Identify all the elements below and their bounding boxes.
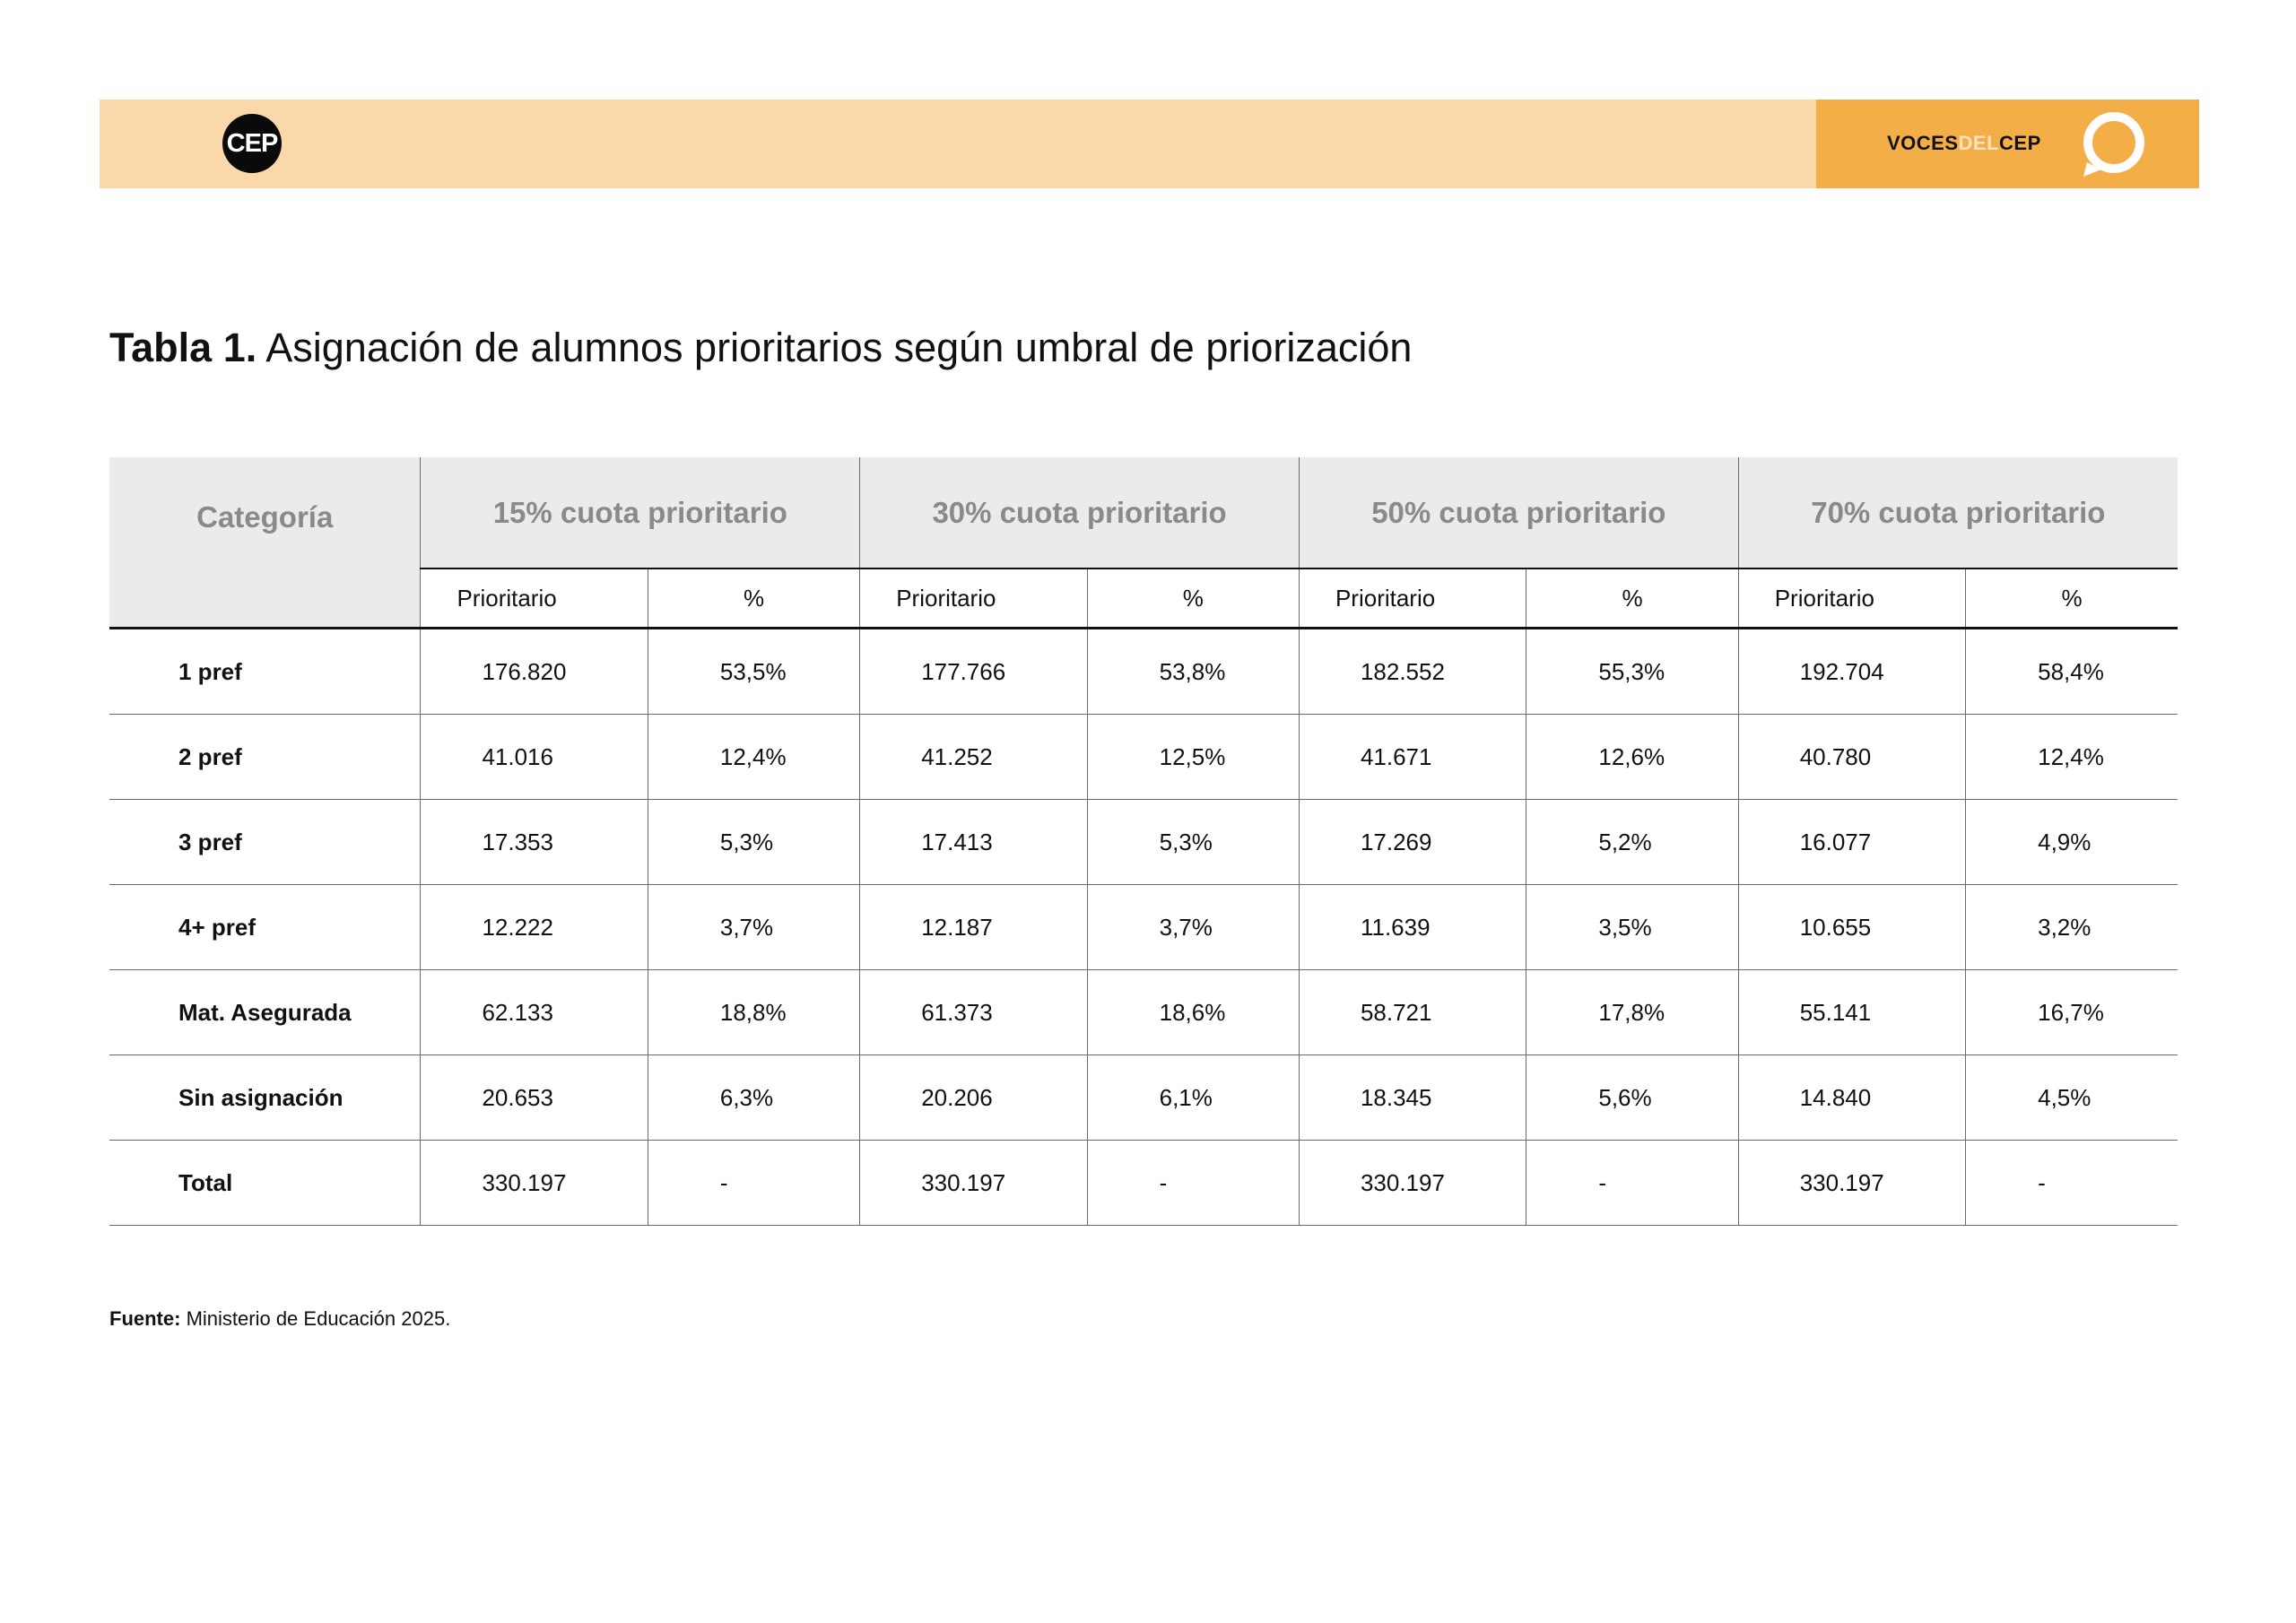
row-category: Sin asignación: [109, 1055, 421, 1141]
percent-cell: 12,6%: [1526, 715, 1738, 800]
subheader-prioritario: Prioritario: [860, 568, 1087, 629]
prioritario-cell: 12.222: [421, 885, 648, 970]
prioritario-cell: 18.345: [1299, 1055, 1526, 1141]
percent-cell: -: [1526, 1141, 1738, 1226]
group-header-70: 70% cuota prioritario: [1738, 457, 2178, 568]
table-row: [109, 800, 2178, 885]
prioritario-cell: 40.780: [1738, 715, 1965, 800]
prioritario-cell: 16.077: [1738, 800, 1965, 885]
prioritario-cell: 330.197: [1738, 1141, 1965, 1226]
table-title-text: Asignación de alumnos prioritarios según umbral de priorización: [265, 325, 1413, 370]
prioritario-cell: 192.704: [1738, 629, 1965, 715]
table-row: [109, 715, 2178, 800]
subheader-percent: %: [1526, 568, 1738, 629]
percent-cell: 4,9%: [1966, 800, 2178, 885]
percent-cell: 6,3%: [648, 1055, 859, 1141]
prioritario-cell: 330.197: [421, 1141, 648, 1226]
prioritario-cell: 17.269: [1299, 800, 1526, 885]
percent-cell: 55,3%: [1526, 629, 1738, 715]
prioritario-cell: 41.016: [421, 715, 648, 800]
percent-cell: 16,7%: [1966, 970, 2178, 1055]
prioritario-cell: 12.187: [860, 885, 1087, 970]
subheader-percent: %: [648, 568, 859, 629]
subheader-prioritario: Prioritario: [1738, 568, 1965, 629]
cep-logo: CEP: [222, 114, 282, 173]
percent-cell: 18,6%: [1087, 970, 1299, 1055]
prioritario-cell: 177.766: [860, 629, 1087, 715]
prioritario-cell: 11.639: [1299, 885, 1526, 970]
percent-cell: -: [1087, 1141, 1299, 1226]
percent-cell: -: [648, 1141, 859, 1226]
percent-cell: 58,4%: [1966, 629, 2178, 715]
voces-del-cep-badge: [1816, 100, 2199, 188]
prioritario-cell: 55.141: [1738, 970, 1965, 1055]
prioritario-cell: 17.413: [860, 800, 1087, 885]
table-title: [109, 325, 1412, 371]
subheader-percent: %: [1087, 568, 1299, 629]
table-row: [109, 1055, 2178, 1141]
prioritario-cell: 14.840: [1738, 1055, 1965, 1141]
table-row: [109, 970, 2178, 1055]
prioritario-cell: 62.133: [421, 970, 648, 1055]
source-note: [109, 1307, 450, 1331]
table-title-prefix: Tabla 1.: [109, 325, 257, 370]
prioritario-cell: 61.373: [860, 970, 1087, 1055]
percent-cell: 12,4%: [1966, 715, 2178, 800]
prioritario-cell: 20.206: [860, 1055, 1087, 1141]
prioritario-cell: 17.353: [421, 800, 648, 885]
group-header-15: 15% cuota prioritario: [421, 457, 860, 568]
prioritario-cell: 58.721: [1299, 970, 1526, 1055]
prioritario-cell: 176.820: [421, 629, 648, 715]
group-header-30: 30% cuota prioritario: [860, 457, 1300, 568]
percent-cell: 3,7%: [648, 885, 859, 970]
wordmark-del: DEL: [1958, 132, 2000, 154]
percent-cell: 3,5%: [1526, 885, 1738, 970]
percent-cell: 5,2%: [1526, 800, 1738, 885]
percent-cell: 12,4%: [648, 715, 859, 800]
category-header: Categoría: [109, 457, 421, 629]
row-category: 1 pref: [109, 629, 421, 715]
prioritario-cell: 330.197: [1299, 1141, 1526, 1226]
speech-bubble-icon: [2078, 110, 2148, 178]
prioritario-cell: 41.671: [1299, 715, 1526, 800]
table-body: [109, 629, 2178, 1226]
percent-cell: 4,5%: [1966, 1055, 2178, 1141]
table-row: [109, 629, 2178, 715]
percent-cell: 18,8%: [648, 970, 859, 1055]
row-category: 4+ pref: [109, 885, 421, 970]
subheader-prioritario: Prioritario: [1299, 568, 1526, 629]
percent-cell: 53,5%: [648, 629, 859, 715]
percent-cell: 3,7%: [1087, 885, 1299, 970]
source-text: Ministerio de Educación 2025.: [186, 1307, 451, 1330]
percent-cell: 5,3%: [648, 800, 859, 885]
prioritario-cell: 330.197: [860, 1141, 1087, 1226]
wordmark-voces: VOCES: [1887, 132, 1959, 154]
percent-cell: 5,6%: [1526, 1055, 1738, 1141]
row-category: Total: [109, 1141, 421, 1226]
percent-cell: 5,3%: [1087, 800, 1299, 885]
percent-cell: 12,5%: [1087, 715, 1299, 800]
prioritario-cell: 41.252: [860, 715, 1087, 800]
subheader-percent: %: [1966, 568, 2178, 629]
percent-cell: 3,2%: [1966, 885, 2178, 970]
subheader-prioritario: Prioritario: [421, 568, 648, 629]
prioritario-cell: 182.552: [1299, 629, 1526, 715]
header-banner: [100, 100, 2199, 188]
voces-del-cep-wordmark: [1887, 132, 2041, 155]
row-category: 3 pref: [109, 800, 421, 885]
source-label: Fuente:: [109, 1307, 181, 1330]
wordmark-cep: CEP: [1999, 132, 2041, 154]
percent-cell: 53,8%: [1087, 629, 1299, 715]
row-category: 2 pref: [109, 715, 421, 800]
data-table: [109, 457, 2178, 1226]
prioritario-cell: 10.655: [1738, 885, 1965, 970]
percent-cell: -: [1966, 1141, 2178, 1226]
prioritario-cell: 20.653: [421, 1055, 648, 1141]
table-row: [109, 885, 2178, 970]
table-row: [109, 1141, 2178, 1226]
percent-cell: 6,1%: [1087, 1055, 1299, 1141]
row-category: Mat. Asegurada: [109, 970, 421, 1055]
group-header-50: 50% cuota prioritario: [1299, 457, 1738, 568]
percent-cell: 17,8%: [1526, 970, 1738, 1055]
